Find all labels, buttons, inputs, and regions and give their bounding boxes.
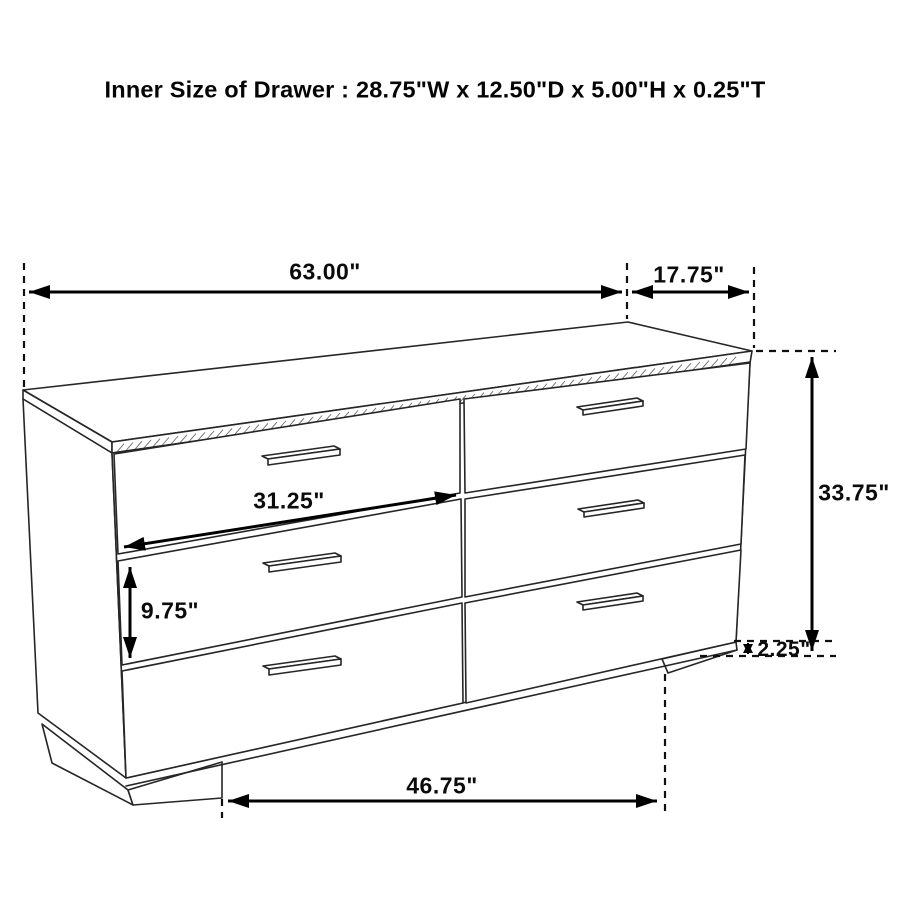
dim-drawer-inner-width-label: 31.25": [253, 487, 325, 514]
diagram-title: Inner Size of Drawer : 28.75"W x 12.50"D x 5.00"H x 0.25"T: [104, 76, 766, 103]
dresser-left-side-panel: [23, 399, 126, 778]
dim-top-depth-label: 17.75": [653, 261, 725, 288]
dim-drawer-front-height-label: 9.75": [140, 597, 200, 624]
dim-base-height-label: 2.25": [757, 638, 811, 661]
dim-overall-height-label: 33.75": [818, 479, 890, 506]
dim-base-span-label: 46.75": [406, 772, 478, 799]
dim-top-width-label: 63.00": [289, 258, 361, 285]
